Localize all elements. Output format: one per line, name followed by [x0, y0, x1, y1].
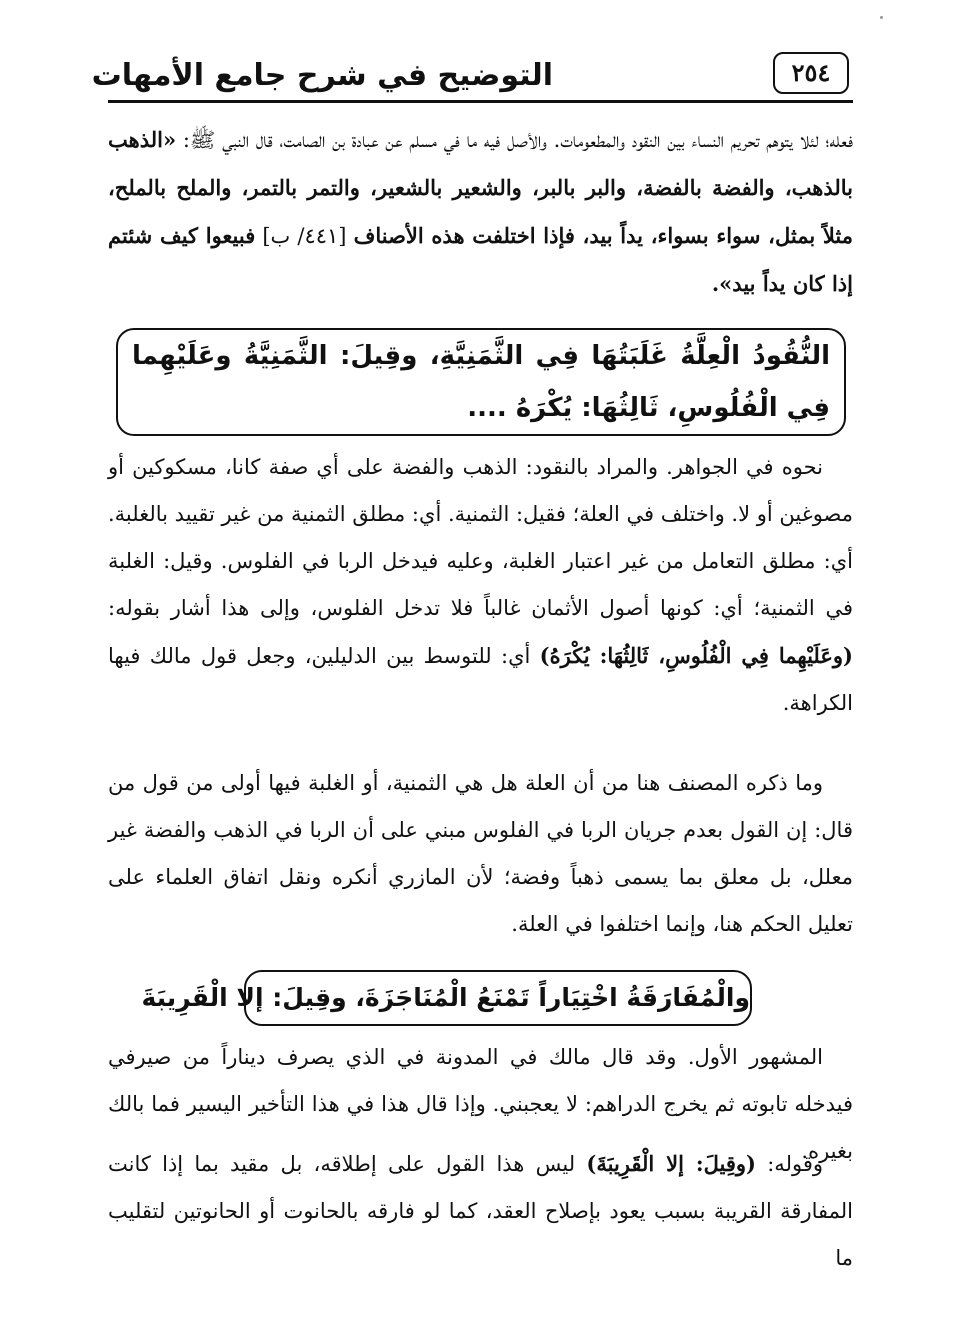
matn-text-2: والْمُفَارَقَةُ اخْتِيَاراً تَمْنَعُ الْمُنَاجَزَةَ، وقِيلَ: إلا الْقَرِيبَةَ	[141, 983, 750, 1012]
paragraph-1	[108, 116, 853, 308]
hadith-text: «الذهب بالذهب، والفضة بالفضة، والبر بالبر، والشعير بالشعير، والتمر بالتمر، والملح بالملح، مثلاً بمثل، سواء بسواء، يداً بيد، فإذا اختلفت هذه الأصناف	[108, 127, 854, 248]
paragraph-3: وما ذكره المصنف هنا من أن العلة هل هي الثمنية، أو الغلبة فيها أولى من قول من قال: إن القول بعدم جريان الربا في الفلوس مبني على أن الربا في الذهب والفضة غير معلل، بل معلق بما يسمى ذهباً وفضة؛ لأن المازري أنكره ونقل اتفاق العلماء على تعليل الحكم هنا، وإنما اختلفوا في العلة.	[108, 771, 853, 936]
page-number: ٢٥٤	[773, 52, 849, 94]
matn-box-1	[116, 328, 846, 436]
matn-quote-1: (وعَلَيْهِما فِي الْفُلُوسِ، ثَالِثُهَا: يُكْرَهُ)	[539, 643, 853, 668]
hadith-text-end: فبيعوا كيف شئتم إذا كان يداً بيد».	[108, 223, 853, 296]
paragraph-2-text: نحوه في الجواهر. والمراد بالنقود: الذهب والفضة على أي صفة كانا، مسكوكين أو مصوغين أو لا. واختلف في العلة؛ فقيل: الثمنية. أي: مطلق الثمنية من غير تقييد بالغلبة. أي: مطلق التعامل من غير اعتبار الغلبة، وعليه فيدخل الربا في الفلوس. وقيل: الغلبة في الثمنية؛ أي: كونها أصول الأثمان غالباً فلا تدخل الفلوس، وإلى هذا أشار بقوله:	[108, 455, 853, 620]
paragraph-2	[108, 444, 853, 727]
paragraph-5-end: ليس هذا القول على إطلاقه، بل مقيد بما إذا كانت المفارقة القريبة بسبب يعود بإصلاح العقد، كما لو فارقه بالحانوت أو الحانوتين لتقليب ما	[108, 1152, 853, 1270]
paragraph-2-end: أي: للتوسط بين الدليلين، وجعل قول مالك فيها الكراهة.	[108, 644, 853, 715]
matn-quote-2: (وقِيلَ: إلا الْقَرِيبَةَ)	[586, 1151, 756, 1176]
paragraph-4: المشهور الأول. وقد قال مالك في المدونة في الذي يصرف ديناراً من صيرفي فيدخله تابوته ثم يخرج الدراهم: لا يعجبني. وإذا قال هذا في هذا التأخير اليسير فما بالك بغيره.	[108, 1045, 853, 1163]
page-header	[91, 52, 853, 100]
scan-speck	[880, 16, 883, 19]
matn-box-2	[141, 970, 752, 1026]
paragraph-5-text: وقوله:	[755, 1152, 823, 1176]
matn-text-1: النُّقُودُ الْعِلَّةُ غَلَبَتُهَا فِي الثَّمَنِيَّةِ، وقِيلَ: الثَّمَنِيَّةُ وعَلَيْهِما فِي الْفُلُوسِ، ثَالِثُهَا: يُكْرَهُ ....	[132, 341, 830, 423]
header-rule	[108, 100, 853, 103]
paragraph-1-text: فعله؛ لئلا يتوهم تحريم النساء بين النقود والمطعومات. والأصل فيه ما في مسلم عن عبادة بن الصامت، قال النبي ﷺ:	[176, 128, 853, 152]
running-title: التوضيح في شرح جامع الأمهات	[91, 58, 553, 93]
folio-marker: [٤٤١/ ب]	[255, 224, 354, 248]
paragraph-5	[108, 1140, 853, 1282]
